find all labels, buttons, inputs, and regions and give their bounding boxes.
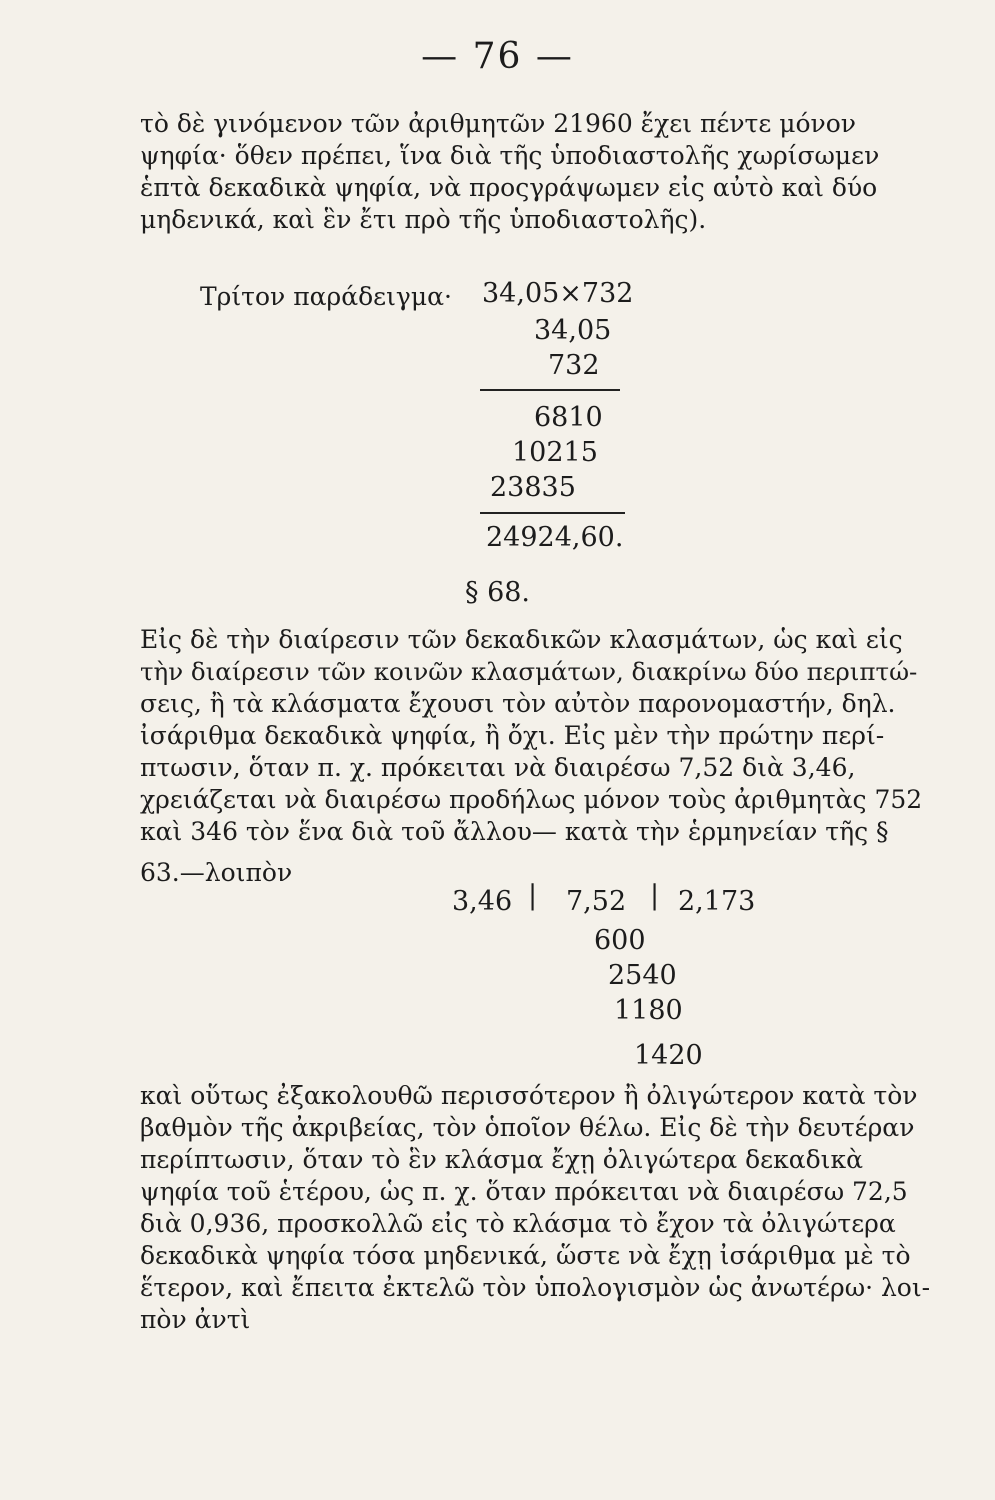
remainder: 1180 bbox=[614, 995, 683, 1026]
division-bar: | bbox=[650, 880, 660, 911]
text-line: ἰσάριθμα δεκαδικὰ ψηφία, ἢ ὄχι. Εἰς μὲν τὴν πρώτην περί- bbox=[140, 721, 885, 750]
partial-product: 23835 bbox=[490, 472, 576, 503]
example-expression: 34,05×732 bbox=[482, 278, 634, 309]
dividend: 7,52 bbox=[566, 886, 627, 917]
text-line: βαθμὸν τῆς ἀκριβείας, τὸν ὁποῖον θέλω. Εἰς δὲ τὴν δευτέραν bbox=[140, 1113, 915, 1142]
division-bar: | bbox=[528, 880, 538, 911]
paragraph-intro bbox=[140, 108, 930, 236]
multiplicand: 34,05 bbox=[534, 315, 612, 346]
text-line: πὸν ἀντὶ bbox=[140, 1305, 251, 1334]
text-line: καὶ 346 τὸν ἕνα διὰ τοῦ ἄλλου— κατὰ τὴν ἑρμηνείαν τῆς § bbox=[140, 817, 889, 846]
paragraph-division bbox=[140, 624, 930, 848]
quotient: 2,173 bbox=[678, 886, 756, 917]
partial-product: 10215 bbox=[512, 437, 598, 468]
text-line: ἕτερον, καὶ ἔπειτα ἐκτελῶ τὸν ὑπολογισμὸν ὡς ἀνωτέρω· λοι- bbox=[140, 1273, 931, 1302]
text-line: πτωσιν, ὅταν π. χ. πρόκειται νὰ διαιρέσω 7,52 διὰ 3,46, bbox=[140, 753, 856, 782]
text-line: τὸ δὲ γινόμενον τῶν ἀριθμητῶν 21960 ἔχει πέντε μόνον bbox=[140, 109, 857, 138]
multiplication-rule bbox=[480, 389, 620, 391]
sum-rule bbox=[480, 512, 625, 514]
text-line: ψηφία τοῦ ἑτέρου, ὡς π. χ. ὅταν πρόκειται νὰ διαιρέσω 72,5 bbox=[140, 1177, 908, 1206]
text-line: περίπτωσιν, ὅταν τὸ ἓν κλάσμα ἔχῃ ὀλιγώτερα δεκαδικὰ bbox=[140, 1145, 863, 1174]
division-label: 63.—λοιπὸν bbox=[140, 858, 293, 887]
text-line: διὰ 0,936, προσκολλῶ εἰς τὸ κλάσμα τὸ ἔχον τὰ ὀλιγώτερα bbox=[140, 1209, 896, 1238]
partial-product: 6810 bbox=[534, 402, 603, 433]
text-line: ψηφία· ὅθεν πρέπει, ἵνα διὰ τῆς ὑποδιαστολῆς χωρίσωμεν bbox=[140, 141, 880, 170]
example-label: Τρίτον παράδειγμα· bbox=[200, 282, 452, 311]
divisor: 3,46 bbox=[452, 886, 513, 917]
paragraph-continuation bbox=[140, 1080, 930, 1336]
text-line: καὶ οὕτως ἐξακολουθῶ περισσότερον ἢ ὀλιγώτερον κατὰ τὸν bbox=[140, 1081, 918, 1110]
product: 24924,60. bbox=[486, 522, 624, 553]
text-line: Εἰς δὲ τὴν διαίρεσιν τῶν δεκαδικῶν κλασμάτων, ὡς καὶ εἰς bbox=[140, 625, 903, 654]
remainder: 2540 bbox=[608, 960, 677, 991]
remainder: 600 bbox=[594, 925, 646, 956]
multiplier: 732 bbox=[548, 350, 600, 381]
text-line: μηδενικά, καὶ ἓν ἔτι πρὸ τῆς ὑποδιαστολῆς). bbox=[140, 205, 707, 234]
page-number: — 76 — bbox=[421, 36, 574, 77]
text-line: σεις, ἢ τὰ κλάσματα ἔχουσι τὸν αὐτὸν παρονομαστήν, δηλ. bbox=[140, 689, 896, 718]
text-line: χρειάζεται νὰ διαιρέσω προδήλως μόνον τοὺς ἀριθμητὰς 752 bbox=[140, 785, 923, 814]
text-line: τὴν διαίρεσιν τῶν κοινῶν κλασμάτων, διακρίνω δύο περιπτώ- bbox=[140, 657, 918, 686]
remainder: 1420 bbox=[634, 1040, 703, 1071]
text-line: δεκαδικὰ ψηφία τόσα μηδενικά, ὥστε νὰ ἔχῃ ἰσάριθμα μὲ τὸ bbox=[140, 1241, 911, 1270]
text-line: ἑπτὰ δεκαδικὰ ψηφία, νὰ προςγράψωμεν εἰς αὐτὸ καὶ δύο bbox=[140, 173, 878, 202]
section-heading: § 68. bbox=[464, 577, 531, 608]
